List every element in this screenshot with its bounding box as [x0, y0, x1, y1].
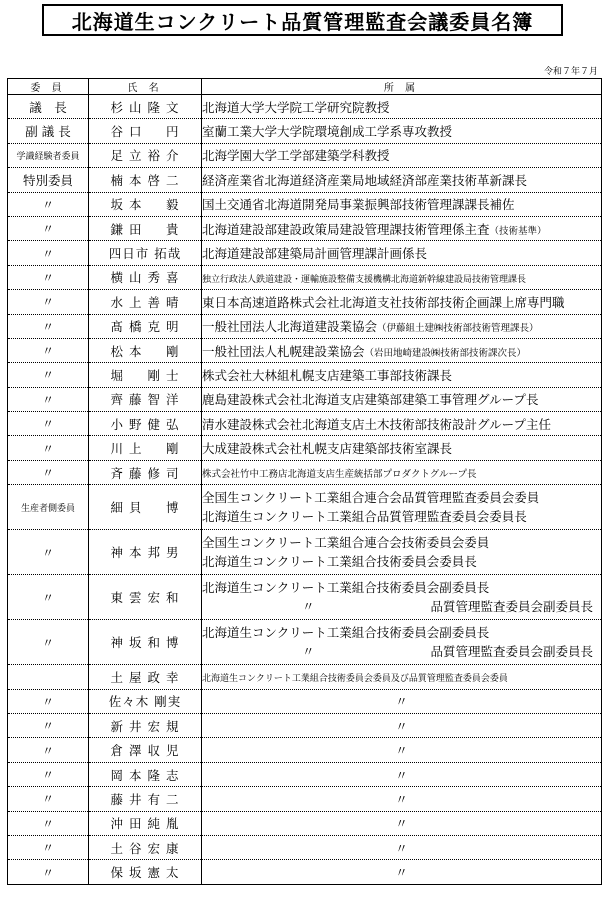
affiliation-line: 品質管理監査委員会副委員長 — [430, 599, 593, 615]
member-affiliation — [202, 412, 602, 436]
member-role: 議 長 — [8, 95, 89, 119]
affiliation-note: （岩田地崎建設㈱技術部技術課次長） — [364, 347, 527, 359]
table-row — [8, 811, 602, 835]
affiliation-line: 北海学園大学工学部建築学科教授 — [202, 148, 390, 164]
member-role: 〃 — [8, 620, 89, 665]
member-affiliation — [202, 216, 602, 240]
member-name: 楠 本 啓 二 — [89, 168, 202, 192]
roster-body — [8, 95, 602, 885]
member-role: 〃 — [8, 714, 89, 738]
affiliation-line: 〃 — [395, 743, 408, 759]
member-name: 斉 藤 修 司 — [89, 460, 202, 484]
member-role: 〃 — [8, 530, 89, 575]
affiliation-line: 〃 — [395, 694, 408, 710]
member-role: 〃 — [8, 787, 89, 811]
member-affiliation — [202, 738, 602, 762]
member-affiliation — [202, 689, 602, 713]
affiliation-line: 国土交通省北海道開発局事業振興部技術管理課課長補佐 — [202, 197, 515, 213]
member-role: 〃 — [8, 436, 89, 460]
member-name: 土 谷 宏 康 — [89, 835, 202, 859]
table-row — [8, 314, 602, 338]
affiliation-line: 北海道生コンクリート工業組合技術委員会副委員長 — [202, 625, 490, 641]
member-role: 〃 — [8, 811, 89, 835]
member-affiliation — [202, 620, 602, 665]
member-name: 水 上 善 晴 — [89, 290, 202, 314]
member-role: 〃 — [8, 689, 89, 713]
table-row — [8, 241, 602, 265]
member-name: 藤 井 有 二 — [89, 787, 202, 811]
member-name: 四日市 拓哉 — [89, 241, 202, 265]
affiliation-line: 〃 — [395, 865, 408, 881]
member-affiliation — [202, 811, 602, 835]
table-row — [8, 835, 602, 859]
member-role: 〃 — [8, 738, 89, 762]
member-role: 〃 — [8, 412, 89, 436]
table-header-row — [8, 79, 602, 95]
affiliation-line: 北海道建設部建設政策局建設管理課技術管理係主査 — [202, 221, 490, 237]
date-label: 令和７年７月 — [543, 67, 598, 77]
table-row — [8, 436, 602, 460]
committee-roster-table — [7, 78, 602, 885]
affiliation-line: 東日本高速道路株式会社北海道支社技術部技術企画課上席専門職 — [202, 294, 565, 310]
table-row — [8, 95, 602, 119]
affiliation-line: 鹿島建設株式会社北海道支店建築部建築工事管理グループ長 — [202, 392, 539, 408]
member-affiliation — [202, 143, 602, 167]
member-role: 特別委員 — [8, 168, 89, 192]
member-affiliation — [202, 241, 602, 265]
member-name: 東 雲 宏 和 — [89, 575, 202, 620]
member-affiliation — [202, 387, 602, 411]
table-row — [8, 290, 602, 314]
member-role: 〃 — [8, 387, 89, 411]
member-affiliation — [202, 290, 602, 314]
member-affiliation — [202, 314, 602, 338]
member-name: 谷 口 円 — [89, 119, 202, 143]
table-row — [8, 787, 602, 811]
affiliation-line: 独立行政法人鉄道建設・運輸施設整備支援機構北海道新幹線建設局技術管理課長 — [202, 274, 527, 285]
affiliation-line: 北海道大学大学院工学研究院教授 — [202, 99, 390, 115]
affiliation-line: 大成建設株式会社札幌支店建築部技術室課長 — [202, 441, 453, 457]
member-affiliation — [202, 835, 602, 859]
member-affiliation — [202, 575, 602, 620]
affiliation-line: 全国生コンクリート工業組合連合会技術委員会委員 — [202, 535, 490, 551]
member-affiliation — [202, 485, 602, 530]
table-row — [8, 119, 602, 143]
affiliation-line: 室蘭工業大学大学院環境創成工学系専攻教授 — [202, 124, 453, 140]
member-name: 新 井 宏 規 — [89, 714, 202, 738]
member-name: 堀 剛 士 — [89, 363, 202, 387]
member-affiliation — [202, 860, 602, 884]
table-row — [8, 412, 602, 436]
table-row — [8, 738, 602, 762]
member-role: 〃 — [8, 216, 89, 240]
member-affiliation — [202, 192, 602, 216]
affiliation-line: 一般社団法人北海道建設業協会 — [202, 319, 378, 335]
member-role: 〃 — [8, 290, 89, 314]
member-affiliation — [202, 436, 602, 460]
affiliation-line: 〃 — [395, 791, 408, 807]
member-name: 足 立 裕 介 — [89, 143, 202, 167]
member-name: 齊 藤 智 洋 — [89, 387, 202, 411]
table-row — [8, 665, 602, 689]
table-row — [8, 216, 602, 240]
affiliation-line: 〃 — [395, 718, 408, 734]
member-affiliation — [202, 787, 602, 811]
table-row — [8, 762, 602, 786]
member-role: 学識経験者委員 — [8, 143, 89, 167]
table-row — [8, 387, 602, 411]
member-affiliation — [202, 460, 602, 484]
table-row — [8, 143, 602, 167]
member-name: 川 上 剛 — [89, 436, 202, 460]
table-row — [8, 714, 602, 738]
member-name: 神 本 邦 男 — [89, 530, 202, 575]
affiliation-line: 北海道生コンクリート工業組合技術委員会委員及び品質管理監査委員会委員 — [202, 674, 508, 685]
table-row — [8, 265, 602, 289]
member-affiliation — [202, 265, 602, 289]
affiliation-line: 北海道生コンクリート工業組合技術委員会副委員長 — [202, 580, 490, 596]
member-name: 坂 本 毅 — [89, 192, 202, 216]
member-name: 岡 本 隆 志 — [89, 762, 202, 786]
member-name: 倉 澤 収 児 — [89, 738, 202, 762]
member-name: 神 坂 和 博 — [89, 620, 202, 665]
member-role: 〃 — [8, 762, 89, 786]
member-role: 〃 — [8, 314, 89, 338]
member-role: 副 議 長 — [8, 119, 89, 143]
affiliation-line: 一般社団法人札幌建設業協会 — [202, 343, 365, 359]
member-role — [8, 665, 89, 689]
member-name: 土 屋 政 幸 — [89, 665, 202, 689]
affiliation-line: 株式会社大林組札幌支店建築工事部技術課長 — [202, 367, 453, 383]
member-affiliation — [202, 665, 602, 689]
member-role: 〃 — [8, 363, 89, 387]
member-name: 髙 橋 克 明 — [89, 314, 202, 338]
member-role: 〃 — [8, 241, 89, 265]
table-row — [8, 575, 602, 620]
member-role: 〃 — [8, 835, 89, 859]
affiliation-note: （伊藤組土建㈱技術部技術管理課長） — [377, 323, 539, 335]
affiliation-note: （技術基準） — [489, 225, 547, 237]
table-row — [8, 192, 602, 216]
affiliation-line: 全国生コンクリート工業組合連合会品質管理監査委員会委員 — [202, 490, 540, 506]
affiliation-line: 〃 — [395, 840, 408, 856]
affiliation-ditto: 〃 — [302, 599, 315, 615]
member-name: 鎌 田 貴 — [89, 216, 202, 240]
member-affiliation — [202, 762, 602, 786]
affiliation-ditto: 〃 — [302, 644, 315, 660]
member-affiliation — [202, 363, 602, 387]
member-name: 横 山 秀 喜 — [89, 265, 202, 289]
table-row — [8, 363, 602, 387]
table-row — [8, 530, 602, 575]
member-role: 〃 — [8, 265, 89, 289]
member-name: 佐々木 剛実 — [89, 689, 202, 713]
affiliation-line: 経済産業省北海道経済産業局地域経済部産業技術革新課長 — [202, 172, 528, 188]
affiliation-line: 〃 — [395, 816, 408, 832]
table-row — [8, 620, 602, 665]
member-affiliation — [202, 714, 602, 738]
affiliation-line: 北海道生コンクリート工業組合品質管理監査委員会委員長 — [202, 509, 527, 525]
member-name: 細 貝 博 — [89, 485, 202, 530]
table-row — [8, 338, 602, 362]
affiliation-line: 〃 — [395, 767, 408, 783]
table-row — [8, 485, 602, 530]
affiliation-line: 清水建設株式会社北海道支店土木技術部技術設計グループ主任 — [202, 416, 552, 432]
member-name: 小 野 健 弘 — [89, 412, 202, 436]
table-row — [8, 689, 602, 713]
member-affiliation — [202, 95, 602, 119]
affiliation-line: 株式会社竹中工務店北海道支店生産統括部プロダクトグループ長 — [202, 469, 477, 481]
page-title: 北海道生コンクリート品質管理監査会議委員名簿 — [42, 4, 563, 36]
affiliation-line: 北海道生コンクリート工業組合技術委員会委員長 — [202, 554, 477, 570]
member-role: 〃 — [8, 860, 89, 884]
table-row — [8, 460, 602, 484]
member-role: 〃 — [8, 192, 89, 216]
table-row — [8, 168, 602, 192]
member-name: 杉 山 隆 文 — [89, 95, 202, 119]
header-name: 氏 名 — [89, 79, 202, 95]
member-name: 松 本 剛 — [89, 338, 202, 362]
member-affiliation — [202, 119, 602, 143]
member-role: 生産者側委員 — [8, 485, 89, 530]
member-affiliation — [202, 338, 602, 362]
member-role: 〃 — [8, 575, 89, 620]
table-row — [8, 860, 602, 884]
header-role: 委 員 — [8, 79, 89, 95]
member-role: 〃 — [8, 460, 89, 484]
member-role: 〃 — [8, 338, 89, 362]
member-name: 保 坂 憲 太 — [89, 860, 202, 884]
affiliation-line: 北海道建設部建築局計画管理課計画係長 — [202, 246, 428, 262]
member-name: 沖 田 純 胤 — [89, 811, 202, 835]
header-affiliation: 所 属 — [202, 79, 602, 95]
member-affiliation — [202, 530, 602, 575]
member-affiliation — [202, 168, 602, 192]
affiliation-line: 品質管理監査委員会副委員長 — [430, 644, 593, 660]
